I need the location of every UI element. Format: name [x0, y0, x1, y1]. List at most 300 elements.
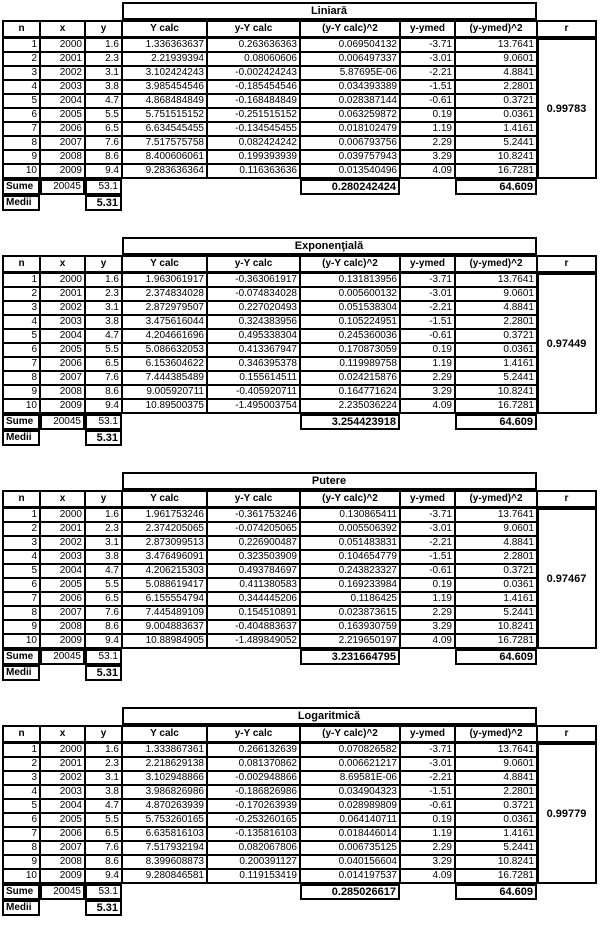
- mean-y-cell: 5.31: [85, 665, 122, 681]
- data-cell: 3.986826986: [122, 785, 207, 799]
- data-cell: 0.069504132: [300, 38, 400, 52]
- spacer: [122, 414, 207, 430]
- data-cell: 2001: [40, 522, 85, 536]
- data-cell: 3: [2, 66, 40, 80]
- data-cell: 4.7: [85, 94, 122, 108]
- data-cell: 1.4161: [455, 592, 537, 606]
- data-cell: 5: [2, 329, 40, 343]
- data-cell: 2: [2, 287, 40, 301]
- spacer: [400, 195, 455, 211]
- data-cell: 4: [2, 80, 40, 94]
- spacer: [122, 179, 207, 195]
- sum-x-cell: 20045: [40, 414, 85, 430]
- data-cell: 2001: [40, 52, 85, 66]
- data-cell: -3.71: [400, 508, 455, 522]
- data-cell: 7: [2, 592, 40, 606]
- data-cell: -3.71: [400, 273, 455, 287]
- data-cell: 2006: [40, 827, 85, 841]
- data-cell: 5: [2, 799, 40, 813]
- data-cell: 9.0601: [455, 287, 537, 301]
- data-cell: 0.19: [400, 108, 455, 122]
- data-cell: 0.3721: [455, 564, 537, 578]
- data-cell: 4.7: [85, 799, 122, 813]
- data-cell: -0.61: [400, 799, 455, 813]
- data-cell: 8: [2, 606, 40, 620]
- spacer: [400, 649, 455, 665]
- data-cell: 10: [2, 634, 40, 649]
- column-header-y: y: [85, 255, 122, 273]
- data-cell: 0.018102479: [300, 122, 400, 136]
- data-cell: 13.7641: [455, 508, 537, 522]
- column-header-y-calc: Y calc: [122, 725, 207, 743]
- data-cell: 7.517575758: [122, 136, 207, 150]
- mean-row: [2, 665, 597, 681]
- data-cell: 9.0601: [455, 522, 537, 536]
- data-cell: 0.028387144: [300, 94, 400, 108]
- data-cell: 2002: [40, 536, 85, 550]
- data-cell: -1.51: [400, 785, 455, 799]
- data-cell: 0.006793756: [300, 136, 400, 150]
- data-cell: 8.6: [85, 150, 122, 164]
- column-header-x: x: [40, 490, 85, 508]
- data-cell: 4: [2, 550, 40, 564]
- data-cell: 2008: [40, 620, 85, 634]
- sum-squared-deviations-cell: 64.609: [455, 179, 537, 195]
- spacer: [537, 884, 597, 900]
- spacer: [207, 179, 300, 195]
- data-cell: 10: [2, 399, 40, 414]
- sum-x-cell: 20045: [40, 884, 85, 900]
- table-title: Putere: [122, 472, 537, 490]
- data-cell: 1.6: [85, 743, 122, 757]
- data-cell: -0.002948866: [207, 771, 300, 785]
- data-cell: 0.495338304: [207, 329, 300, 343]
- title-left-spacer: [2, 472, 122, 490]
- data-cell: -0.170263939: [207, 799, 300, 813]
- data-cell: 0.005506392: [300, 522, 400, 536]
- data-cell: 9: [2, 385, 40, 399]
- table-title: Liniară: [122, 2, 537, 20]
- data-cell: -2.21: [400, 66, 455, 80]
- data-cell: 0.104654779: [300, 550, 400, 564]
- data-cell: -0.074834028: [207, 287, 300, 301]
- data-cell: 2008: [40, 150, 85, 164]
- data-cell: 4.206215303: [122, 564, 207, 578]
- data-cell: 2: [2, 522, 40, 536]
- spacer: [122, 649, 207, 665]
- data-cell: 2007: [40, 371, 85, 385]
- spacer: [537, 665, 597, 681]
- data-cell: 10.8241: [455, 385, 537, 399]
- sum-row: [2, 649, 597, 665]
- data-cell: 0.08060606: [207, 52, 300, 66]
- data-cell: 0.3721: [455, 799, 537, 813]
- data-cell: -0.253260165: [207, 813, 300, 827]
- data-cell: 3.29: [400, 150, 455, 164]
- data-cell: -1.51: [400, 315, 455, 329]
- data-cell: 0.116363636: [207, 164, 300, 179]
- column-header--y-ymed-2: (y-ymed)^2: [455, 490, 537, 508]
- spacer: [537, 900, 597, 916]
- data-cell: 4.868484849: [122, 94, 207, 108]
- data-cell: 0.040156604: [300, 855, 400, 869]
- r-value-cell: 0.97449: [537, 273, 597, 414]
- mean-label-cell: Medii: [2, 900, 40, 916]
- data-cell: 0.119989758: [300, 357, 400, 371]
- sum-y-cell: 53.1: [85, 649, 122, 665]
- data-cell: 0.0361: [455, 578, 537, 592]
- spacer: [537, 414, 597, 430]
- spacer: [400, 414, 455, 430]
- sum-x-cell: 20045: [40, 649, 85, 665]
- data-cell: 0.018446014: [300, 827, 400, 841]
- sum-squared-residuals-cell: 0.280242424: [300, 179, 400, 195]
- column-header-x: x: [40, 255, 85, 273]
- data-cell: 3.1: [85, 771, 122, 785]
- spacer: [300, 195, 400, 211]
- data-cell: 2005: [40, 108, 85, 122]
- data-cell: 2.21939394: [122, 52, 207, 66]
- title-right-spacer: [537, 707, 597, 725]
- data-cell: 1: [2, 508, 40, 522]
- data-cell: 1.4161: [455, 357, 537, 371]
- data-cell: 7.6: [85, 841, 122, 855]
- sum-squared-residuals-cell: 0.285026617: [300, 884, 400, 900]
- data-cell: 2008: [40, 385, 85, 399]
- sum-row: [2, 884, 597, 900]
- data-cell: -0.135816103: [207, 827, 300, 841]
- data-cell: -0.61: [400, 94, 455, 108]
- mean-label-cell: Medii: [2, 195, 40, 211]
- data-cell: 0.105224951: [300, 315, 400, 329]
- data-cell: 9.004883637: [122, 620, 207, 634]
- column-header-y-y-calc: y-Y calc: [207, 725, 300, 743]
- data-cell: 0.266132639: [207, 743, 300, 757]
- data-cell: 0.063259872: [300, 108, 400, 122]
- data-cell: 0.324383956: [207, 315, 300, 329]
- column-header--y-y-calc-2: (y-Y calc)^2: [300, 255, 400, 273]
- data-cell: 1.19: [400, 357, 455, 371]
- data-cell: 2009: [40, 634, 85, 649]
- r-value-cell: 0.97467: [537, 508, 597, 649]
- data-cell: 2009: [40, 869, 85, 884]
- data-cell: 2.873099513: [122, 536, 207, 550]
- data-cell: 5.2441: [455, 371, 537, 385]
- data-cell: 0.070826582: [300, 743, 400, 757]
- data-cell: 2008: [40, 855, 85, 869]
- data-cell: 0.170873059: [300, 343, 400, 357]
- column-header-y-ymed: y-ymed: [400, 255, 455, 273]
- column-header-y-ymed: y-ymed: [400, 725, 455, 743]
- data-cell: 2004: [40, 564, 85, 578]
- data-cell: -0.61: [400, 564, 455, 578]
- data-cell: 5.5: [85, 813, 122, 827]
- data-cell: 1.19: [400, 122, 455, 136]
- data-cell: 2000: [40, 38, 85, 52]
- data-cell: 7.444385489: [122, 371, 207, 385]
- sum-row: [2, 414, 597, 430]
- data-cell: 0.028989809: [300, 799, 400, 813]
- column-header--y-ymed-2: (y-ymed)^2: [455, 20, 537, 38]
- data-cell: 9: [2, 150, 40, 164]
- data-cell: 5.5: [85, 578, 122, 592]
- data-cell: 4.8841: [455, 301, 537, 315]
- regression-table-putere: [2, 472, 597, 681]
- data-cell: 6: [2, 343, 40, 357]
- data-cell: -0.404883637: [207, 620, 300, 634]
- data-cell: 13.7641: [455, 743, 537, 757]
- data-cell: 2: [2, 757, 40, 771]
- column-header-n: n: [2, 20, 40, 38]
- data-cell: 2: [2, 52, 40, 66]
- data-cell: 0.131813956: [300, 273, 400, 287]
- data-cell: 0.19: [400, 578, 455, 592]
- sum-label-cell: Sume: [2, 179, 40, 195]
- data-cell: 3: [2, 771, 40, 785]
- spacer: [40, 195, 85, 211]
- data-cell: 1.6: [85, 273, 122, 287]
- data-cell: 5: [2, 564, 40, 578]
- data-cell: 16.7281: [455, 869, 537, 884]
- data-cell: 8: [2, 371, 40, 385]
- data-cell: 2000: [40, 508, 85, 522]
- spacer: [300, 665, 400, 681]
- data-cell: 2001: [40, 287, 85, 301]
- data-cell: 5.088619417: [122, 578, 207, 592]
- data-cell: 8.399608873: [122, 855, 207, 869]
- data-cell: 5.753260165: [122, 813, 207, 827]
- data-cell: 0.227020493: [207, 301, 300, 315]
- data-cell: -3.01: [400, 757, 455, 771]
- data-cell: 7: [2, 122, 40, 136]
- column-header-y-calc: Y calc: [122, 490, 207, 508]
- data-cell: 4.870263939: [122, 799, 207, 813]
- data-cell: 7.445489109: [122, 606, 207, 620]
- data-cell: 6.5: [85, 592, 122, 606]
- data-cell: 6.635816103: [122, 827, 207, 841]
- data-cell: 5.5: [85, 343, 122, 357]
- data-cell: 2002: [40, 771, 85, 785]
- column-header-y-y-calc: y-Y calc: [207, 20, 300, 38]
- data-cell: 8.6: [85, 385, 122, 399]
- data-cell: 2005: [40, 578, 85, 592]
- data-cell: -1.51: [400, 80, 455, 94]
- data-cell: 5.086632053: [122, 343, 207, 357]
- data-cell: 2004: [40, 799, 85, 813]
- data-cell: 0.051483831: [300, 536, 400, 550]
- data-cell: 2.872979507: [122, 301, 207, 315]
- spacer: [207, 900, 300, 916]
- data-cell: 2.29: [400, 371, 455, 385]
- data-cell: 0.3721: [455, 94, 537, 108]
- data-cell: 0.006621217: [300, 757, 400, 771]
- data-cell: -0.186826986: [207, 785, 300, 799]
- spacer: [537, 649, 597, 665]
- data-cell: -0.168484849: [207, 94, 300, 108]
- data-cell: 6.634545455: [122, 122, 207, 136]
- data-cell: -1.51: [400, 550, 455, 564]
- data-cell: 6.5: [85, 122, 122, 136]
- data-cell: 10.8241: [455, 150, 537, 164]
- data-cell: 9: [2, 855, 40, 869]
- spacer: [300, 900, 400, 916]
- data-cell: 0.493784697: [207, 564, 300, 578]
- mean-y-cell: 5.31: [85, 430, 122, 446]
- data-cell: -3.01: [400, 287, 455, 301]
- column-header-x: x: [40, 725, 85, 743]
- column-header--y-ymed-2: (y-ymed)^2: [455, 725, 537, 743]
- data-cell: 3: [2, 301, 40, 315]
- data-cell: 3.1: [85, 536, 122, 550]
- data-cell: 7: [2, 827, 40, 841]
- data-cell: 0.013540496: [300, 164, 400, 179]
- column-header-y-y-calc: y-Y calc: [207, 490, 300, 508]
- data-cell: 2.2801: [455, 315, 537, 329]
- data-cell: 0.154510891: [207, 606, 300, 620]
- mean-label-cell: Medii: [2, 430, 40, 446]
- data-cell: -3.71: [400, 38, 455, 52]
- data-cell: 9: [2, 620, 40, 634]
- data-cell: 4: [2, 785, 40, 799]
- spacer: [207, 665, 300, 681]
- data-cell: 1.4161: [455, 122, 537, 136]
- data-cell: 0.245360036: [300, 329, 400, 343]
- data-cell: 3.102948866: [122, 771, 207, 785]
- data-cell: 1: [2, 273, 40, 287]
- data-cell: 2002: [40, 66, 85, 80]
- data-cell: 0.006497337: [300, 52, 400, 66]
- sum-label-cell: Sume: [2, 649, 40, 665]
- spacer: [40, 665, 85, 681]
- data-cell: -3.01: [400, 522, 455, 536]
- data-cell: -2.21: [400, 536, 455, 550]
- data-cell: 9.4: [85, 869, 122, 884]
- data-cell: 6.155554794: [122, 592, 207, 606]
- sum-label-cell: Sume: [2, 884, 40, 900]
- data-cell: 2009: [40, 399, 85, 414]
- data-cell: 2.29: [400, 606, 455, 620]
- data-cell: 9.4: [85, 634, 122, 649]
- data-cell: 2.219650197: [300, 634, 400, 649]
- regression-table-liniara: [2, 2, 597, 211]
- data-cell: 10: [2, 869, 40, 884]
- data-cell: 3.1: [85, 66, 122, 80]
- data-cell: 0.005600132: [300, 287, 400, 301]
- data-cell: 1.6: [85, 38, 122, 52]
- data-cell: 2.3: [85, 287, 122, 301]
- data-cell: 0.130865411: [300, 508, 400, 522]
- data-cell: -2.21: [400, 301, 455, 315]
- data-cell: 2002: [40, 301, 85, 315]
- data-cell: 2.29: [400, 136, 455, 150]
- mean-row: [2, 430, 597, 446]
- data-cell: 8.400606061: [122, 150, 207, 164]
- column-header-y-calc: Y calc: [122, 255, 207, 273]
- data-cell: 2.29: [400, 841, 455, 855]
- spacer: [207, 884, 300, 900]
- data-cell: 0.263636363: [207, 38, 300, 52]
- data-cell: -0.61: [400, 329, 455, 343]
- data-cell: 13.7641: [455, 38, 537, 52]
- data-cell: 10.8241: [455, 620, 537, 634]
- data-cell: 2006: [40, 357, 85, 371]
- data-cell: 5.87695E-06: [300, 66, 400, 80]
- data-cell: 2007: [40, 606, 85, 620]
- sum-label-cell: Sume: [2, 414, 40, 430]
- data-cell: 9.283636364: [122, 164, 207, 179]
- data-cell: 8.6: [85, 620, 122, 634]
- data-cell: 2006: [40, 592, 85, 606]
- column-header-r: r: [537, 255, 597, 273]
- data-cell: 2003: [40, 785, 85, 799]
- data-cell: 2.374205065: [122, 522, 207, 536]
- data-cell: 7.517932194: [122, 841, 207, 855]
- title-right-spacer: [537, 2, 597, 20]
- regression-table-logaritmica: [2, 707, 597, 916]
- data-cell: 0.164771624: [300, 385, 400, 399]
- spacer: [537, 195, 597, 211]
- data-cell: 0.082067806: [207, 841, 300, 855]
- data-cell: 7.6: [85, 606, 122, 620]
- data-cell: 1.19: [400, 827, 455, 841]
- spacer: [455, 430, 537, 446]
- data-cell: 0.034904323: [300, 785, 400, 799]
- column-header-y-y-calc: y-Y calc: [207, 255, 300, 273]
- data-cell: 4.09: [400, 399, 455, 414]
- data-cell: 1: [2, 38, 40, 52]
- spacer: [300, 430, 400, 446]
- data-cell: 0.1186425: [300, 592, 400, 606]
- data-cell: 2005: [40, 343, 85, 357]
- mean-row: [2, 900, 597, 916]
- data-cell: -1.495003754: [207, 399, 300, 414]
- spacer: [400, 884, 455, 900]
- data-cell: 10: [2, 164, 40, 179]
- data-cell: 1.6: [85, 508, 122, 522]
- column-header-y: y: [85, 490, 122, 508]
- data-cell: 1.336363637: [122, 38, 207, 52]
- data-cell: 2006: [40, 122, 85, 136]
- data-cell: 0.3721: [455, 329, 537, 343]
- data-cell: 3.8: [85, 80, 122, 94]
- sum-squared-deviations-cell: 64.609: [455, 414, 537, 430]
- sum-y-cell: 53.1: [85, 884, 122, 900]
- title-left-spacer: [2, 2, 122, 20]
- data-cell: 2003: [40, 80, 85, 94]
- data-cell: 0.413367947: [207, 343, 300, 357]
- data-cell: 0.169233984: [300, 578, 400, 592]
- data-cell: 2007: [40, 841, 85, 855]
- sum-squared-residuals-cell: 3.231664795: [300, 649, 400, 665]
- spacer: [122, 900, 207, 916]
- mean-label-cell: Medii: [2, 665, 40, 681]
- data-cell: 7: [2, 357, 40, 371]
- data-cell: 0.323503909: [207, 550, 300, 564]
- data-cell: -0.363061917: [207, 273, 300, 287]
- data-cell: 0.226900487: [207, 536, 300, 550]
- data-cell: 2.2801: [455, 80, 537, 94]
- spacer: [455, 900, 537, 916]
- spacer: [400, 179, 455, 195]
- data-cell: -2.21: [400, 771, 455, 785]
- data-cell: 6: [2, 108, 40, 122]
- data-cell: 8.69581E-06: [300, 771, 400, 785]
- spacer: [122, 665, 207, 681]
- sum-y-cell: 53.1: [85, 414, 122, 430]
- data-cell: 2005: [40, 813, 85, 827]
- data-cell: 7.6: [85, 371, 122, 385]
- spacer: [400, 430, 455, 446]
